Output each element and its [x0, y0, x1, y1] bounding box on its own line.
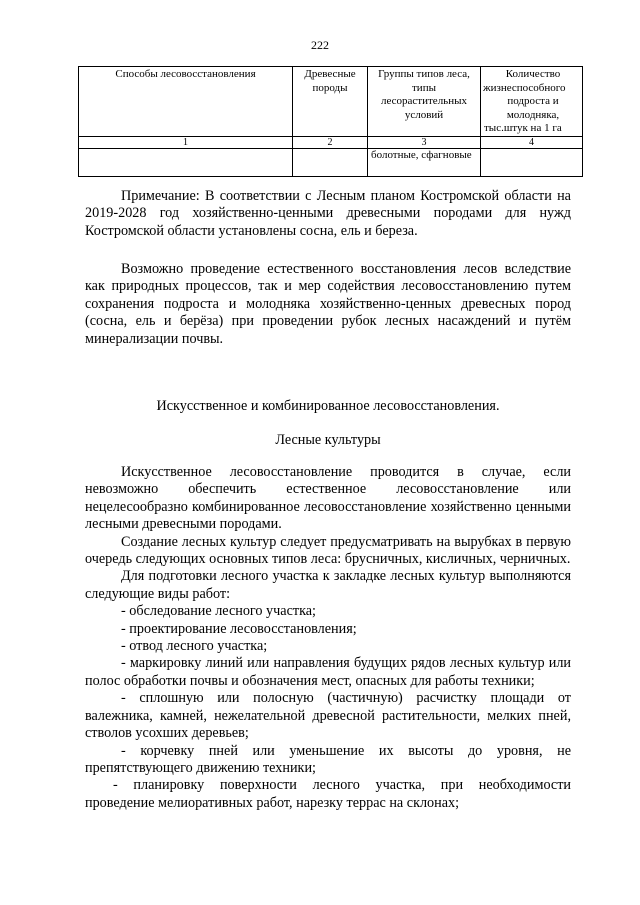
- note-paragraph: Примечание: В соответствии с Лесным планом Костромской области на 2019-2028 год хозяйственно-ценными древесными породами для нужд Костромской области установлены сосна, ель и береза.: [85, 188, 571, 239]
- header-count-line: жизнеспособного: [483, 81, 566, 94]
- table-cell: [293, 148, 368, 176]
- header-count-line: подроста и: [507, 95, 559, 107]
- list-item: - сплошную или полосную (частичную) расчистку площади от валежника, камней, нежелательной древесной растительности, мелких пней, стволов усохших деревьев;: [85, 690, 571, 742]
- header-count-line: тыс.штук на 1 га: [484, 122, 562, 134]
- note-block: [85, 188, 571, 240]
- list-item: - корчевку пней или уменьшение их высоты до уровня, не препятствующего движению техники;: [85, 742, 571, 776]
- table-cell: [481, 148, 583, 176]
- subsection-title: Лесные культуры: [275, 432, 381, 448]
- table-cell: [79, 148, 293, 176]
- column-number: 3: [368, 136, 481, 148]
- list-item: - маркировку линий или направления будущих рядов лесных культур или полос обработки почвы и обозначения мест, опасных для работы техники;: [85, 655, 571, 689]
- list-item: - обследование лесного участка;: [121, 603, 316, 620]
- column-number: 1: [79, 136, 293, 148]
- header-forest-types: Группы типов леса, типы лесорастительных условий: [368, 67, 481, 137]
- page-number: 222: [311, 38, 329, 52]
- header-methods: Способы лесовосстановления: [79, 67, 293, 137]
- header-count-line: Количество: [505, 68, 561, 80]
- table-number-row: [79, 136, 583, 148]
- list-item: - проектирование лесовосстановления;: [121, 620, 357, 637]
- header-species: Древесные породы: [293, 67, 368, 137]
- table-cell: болотные, сфагновые: [368, 148, 481, 176]
- header-count-line: молодняка,: [506, 108, 560, 121]
- body-paragraph: Создание лесных культур следует предусматривать на вырубках в первую очередь следующих основных типов леса: брусничных, кисличных, черничных.: [85, 533, 571, 568]
- regeneration-table: [78, 66, 583, 177]
- table-row: [79, 148, 583, 176]
- natural-regeneration-paragraph: Возможно проведение естественного восстановления лесов вследствие как природных процессов, так и мер содействия лесовосстановлению путем сохранения подроста и молодняка хозяйственно-ценных древесных пород (сосна, ель и берёза) при проведении рубок лесных насаждений и путём минерализации почвы.: [85, 261, 571, 347]
- list-item: - планировку поверхности лесного участка, при необходимости проведение мелиоративных работ, нарезку террас на склонах;: [85, 777, 571, 811]
- body-paragraph: Искусственное лесовосстановление проводится в случае, если невозможно обеспечить естественное лесовосстановление или нецелесообразно комбинированное лесовосстановление хозяйственно ценными лесными древесными породами.: [85, 464, 571, 533]
- list-item: - отвод лесного участка;: [121, 638, 268, 655]
- header-undergrowth-count: [481, 67, 583, 137]
- column-number: 4: [481, 136, 583, 148]
- natural-regeneration-block: [85, 261, 571, 348]
- column-number: 2: [293, 136, 368, 148]
- body-paragraph: Для подготовки лесного участка к закладке лесных культур выполняются следующие виды работ:: [85, 568, 571, 602]
- main-text-block: [85, 464, 571, 812]
- table-header-row: [79, 67, 583, 137]
- section-title: Искусственное и комбинированное лесовосстановления.: [156, 398, 500, 414]
